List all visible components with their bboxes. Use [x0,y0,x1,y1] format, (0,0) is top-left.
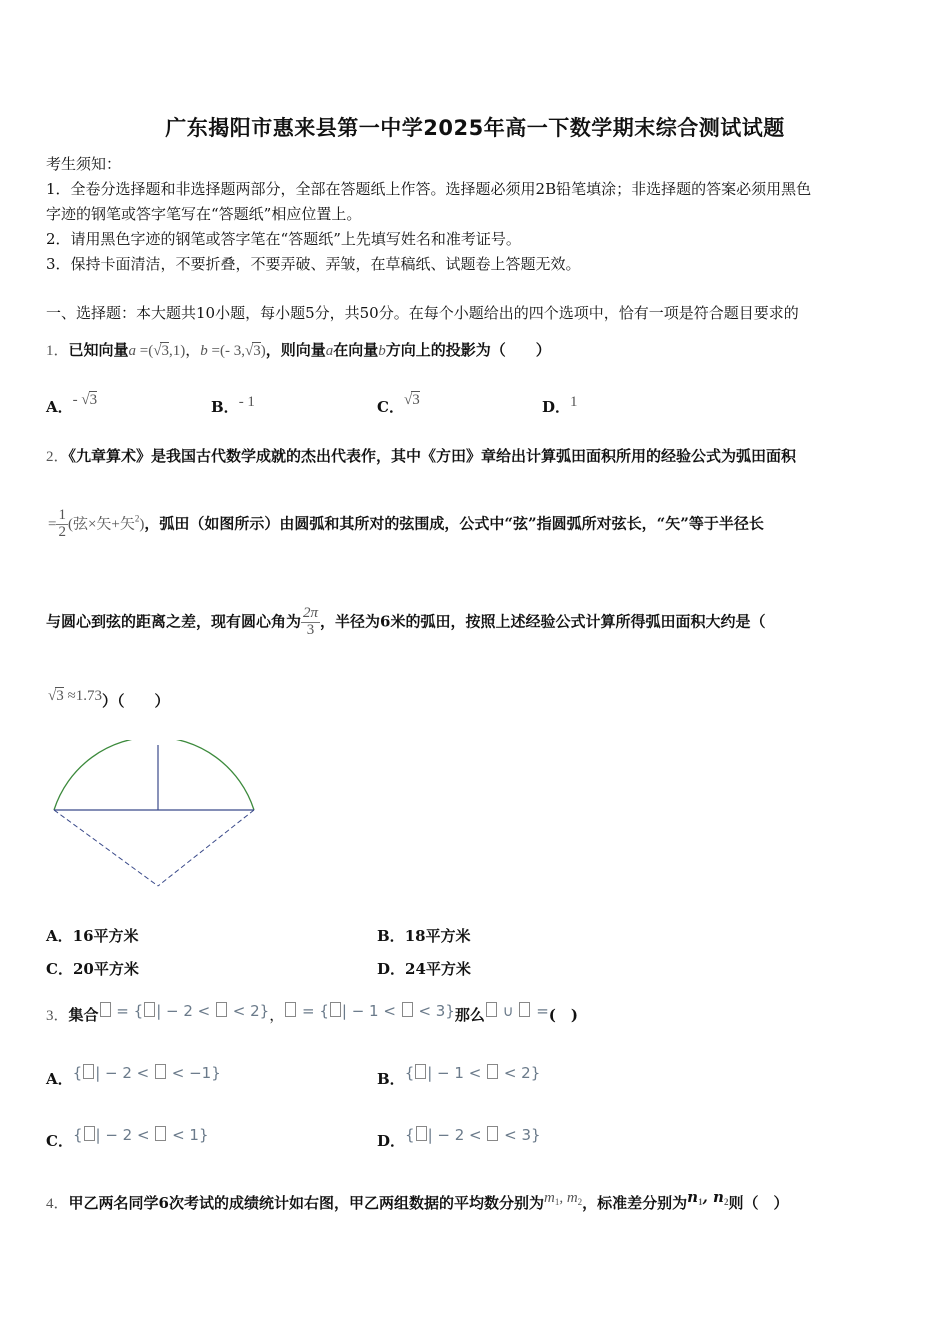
option-d[interactable]: D．24平方米 [377,960,471,978]
question-4: 4．甲乙两名同学6次考试的成绩统计如右图，甲乙两组数据的平均数分别为$m_1$, $m_2$，标准差分别为$n_1$, $n_2$则（ ） [46,1188,789,1212]
question-number: 2． [46,449,69,465]
question-2-line4: √3 ≈1.73）（ ） [48,688,170,710]
question-number: 1． [46,343,69,359]
option-d[interactable]: D．1 [542,394,578,416]
option-b[interactable]: B．- 1 [211,394,255,416]
question-3: 3．集合 = { | − 2 < < 2}， = { | − 1 < < 3}那么 ∪ =( ) [46,1002,578,1024]
section-header: 一、选择题：本大题共10小题，每小题5分，共50分。在每个小题给出的四个选项中，恰有一项是符合题目要求的 [46,304,799,322]
option-c[interactable]: C．20平方米 [46,960,139,978]
option-b[interactable]: B．{ | − 1 < < 2} [377,1064,541,1088]
notice-item: 2．请用黑色字迹的钢笔或答字笔在“答题纸”上先填写姓名和准考证号。 [46,230,521,248]
question-number: 4． [46,1196,69,1212]
option-c[interactable]: C．{ | − 2 < < 1} [46,1126,209,1150]
notice-item: 3．保持卡面清洁，不要折叠，不要弄破、弄皱，在草稿纸、试题卷上答题无效。 [46,255,581,273]
question-2-line3: 与圆心到弦的距离之差，现有圆心角为 $\frac{2\pi}{3}$ ，半径为6米的弧田，按照上述经验公式计算所得弧田面积大约是（ [46,605,766,638]
option-a[interactable]: A．- √3 [46,392,98,416]
page-title: 广东揭阳市惠来县第一中学2025年高一下数学期末综合测试试题 [165,116,785,140]
formula-area: = $\frac{1}{2}$ (弦×矢+矢$^2$)，弧田（如图所示）由圆弧和其所对的弦围成，公式中“弦”指圆弧所对弦长，“矢”等于半径长 [48,507,764,540]
notice-heading: 考生须知： [46,155,122,173]
option-a[interactable]: A．16平方米 [46,927,139,945]
option-a[interactable]: A．{ | − 2 < < −1} [46,1064,221,1088]
option-d[interactable]: D．{ | − 2 < < 3} [377,1126,541,1150]
option-b[interactable]: B．18平方米 [377,927,471,945]
question-number: 3． [46,1008,69,1024]
question-2: 2．《九章算术》是我国古代数学成就的杰出代表作，其中《方田》章给出计算弧田面积所用的经验公式为弧田面积 [46,447,797,465]
arc [54,740,254,810]
arc-field-figure [50,740,260,890]
question-1: 1．已知向量a =(√3,1)，b =(- 3,√3)，则向量a在向量b方向上的投影为（ ） [46,341,551,359]
radius-right [158,810,254,886]
radius-left [54,810,158,886]
notice-item: 1．全卷分选择题和非选择题两部分，全部在答题纸上作答。选择题必须用2B铅笔填涂；非选择题的答案必须用黑色 [46,180,812,198]
notice-item: 字迹的钢笔或答字笔写在“答题纸”相应位置上。 [46,205,362,223]
option-c[interactable]: C．√3 [377,392,420,416]
